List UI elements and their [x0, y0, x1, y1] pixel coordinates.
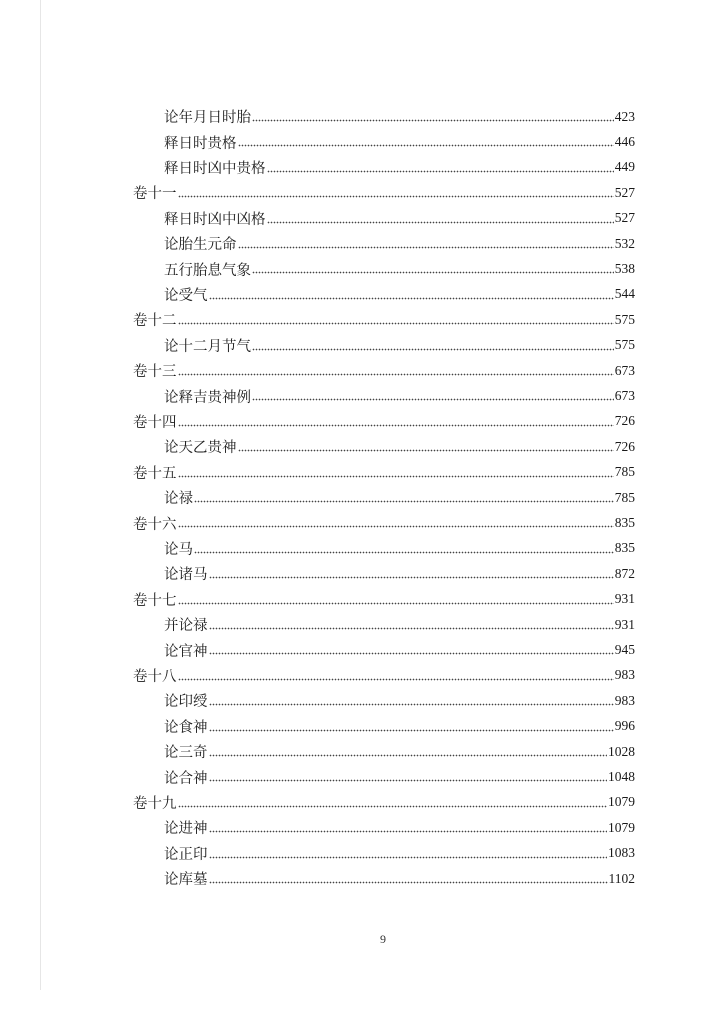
- toc-section-entry[interactable]: [164, 155, 635, 180]
- toc-volume-entry[interactable]: [133, 460, 635, 485]
- toc-entry-title: 卷十六: [133, 516, 177, 533]
- toc-dot-leader: [252, 256, 614, 281]
- toc-entry-title: 论释吉贵神例: [164, 389, 251, 406]
- toc-volume-entry[interactable]: [133, 663, 635, 688]
- toc-entry-title: 卷十五: [133, 465, 177, 482]
- toc-section-entry[interactable]: [164, 485, 635, 510]
- toc-section-entry[interactable]: [164, 282, 635, 307]
- toc-dot-leader: [267, 155, 614, 180]
- toc-entry-page-number: 726: [614, 413, 635, 429]
- toc-volume-entry[interactable]: [133, 180, 635, 205]
- toc-entry-title: 论三奇: [164, 745, 208, 762]
- toc-section-entry[interactable]: [164, 866, 635, 891]
- toc-entry-title: 卷十九: [133, 795, 177, 812]
- toc-dot-leader: [178, 663, 614, 688]
- toc-dot-leader: [209, 764, 608, 789]
- toc-section-entry[interactable]: [164, 383, 635, 408]
- toc-dot-leader: [178, 307, 614, 332]
- toc-entry-title: 论食神: [164, 719, 208, 736]
- toc-entry-page-number: 544: [614, 286, 635, 302]
- toc-entry-title: 并论禄: [164, 618, 208, 635]
- toc-dot-leader: [209, 815, 608, 840]
- toc-section-entry[interactable]: [164, 206, 635, 231]
- toc-entry-title: 论诸马: [164, 567, 208, 584]
- toc-section-entry[interactable]: [164, 688, 635, 713]
- toc-entry-title: 论官神: [164, 643, 208, 660]
- toc-dot-leader: [209, 282, 614, 307]
- toc-entry-page-number: 423: [614, 108, 635, 124]
- toc-section-entry[interactable]: [164, 637, 635, 662]
- toc-section-entry[interactable]: [164, 333, 635, 358]
- toc-dot-leader: [178, 587, 614, 612]
- toc-entry-page-number: 1048: [608, 769, 635, 785]
- toc-dot-leader: [178, 180, 614, 205]
- toc-entry-title: 卷十二: [133, 313, 177, 330]
- page-number: 9: [380, 932, 386, 946]
- toc-entry-title: 释日时凶中贵格: [164, 160, 266, 177]
- toc-entry-title: 论十二月节气: [164, 338, 251, 355]
- page-edge-line: [40, 0, 41, 990]
- toc-entry-page-number: 673: [614, 388, 635, 404]
- toc-entry-page-number: 835: [614, 515, 635, 531]
- toc-entry-title: 五行胎息气象: [164, 262, 251, 279]
- toc-entry-title: 论年月日时胎: [164, 110, 251, 127]
- toc-entry-page-number: 538: [614, 261, 635, 277]
- toc-entry-page-number: 575: [614, 337, 635, 353]
- toc-dot-leader: [209, 739, 608, 764]
- toc-entry-page-number: 449: [614, 159, 635, 175]
- toc-entry-title: 论天乙贵神: [164, 440, 237, 457]
- toc-entry-page-number: 673: [614, 362, 635, 378]
- toc-volume-entry[interactable]: [133, 409, 635, 434]
- toc-volume-entry[interactable]: [133, 587, 635, 612]
- toc-dot-leader: [238, 129, 614, 154]
- toc-entry-page-number: 835: [614, 540, 635, 556]
- toc-dot-leader: [209, 561, 614, 586]
- toc-section-entry[interactable]: [164, 739, 635, 764]
- toc-dot-leader: [178, 510, 614, 535]
- toc-entry-title: 卷十七: [133, 592, 177, 609]
- toc-section-entry[interactable]: [164, 561, 635, 586]
- toc-entry-page-number: 983: [614, 692, 635, 708]
- toc-entry-title: 论马: [164, 541, 193, 558]
- toc-volume-entry[interactable]: [133, 358, 635, 383]
- toc-entry-page-number: 931: [614, 591, 635, 607]
- toc-entry-title: 释日时凶中凶格: [164, 211, 266, 228]
- toc-section-entry[interactable]: [164, 815, 635, 840]
- toc-entry-title: 论受气: [164, 287, 208, 304]
- toc-entry-title: 卷十八: [133, 668, 177, 685]
- toc-dot-leader: [238, 231, 614, 256]
- toc-section-entry[interactable]: [164, 434, 635, 459]
- toc-entry-page-number: 1079: [608, 794, 635, 810]
- toc-volume-entry[interactable]: [133, 307, 635, 332]
- toc-section-entry[interactable]: [164, 612, 635, 637]
- toc-volume-entry[interactable]: [133, 790, 635, 815]
- toc-entry-page-number: 785: [614, 489, 635, 505]
- toc-dot-leader: [178, 790, 608, 815]
- toc-entry-page-number: 446: [614, 134, 635, 150]
- toc-entry-title: 论胎生元命: [164, 237, 237, 254]
- toc-entry-title: 卷十四: [133, 414, 177, 431]
- toc-section-entry[interactable]: [164, 714, 635, 739]
- toc-dot-leader: [178, 358, 614, 383]
- toc-dot-leader: [209, 637, 614, 662]
- toc-section-entry[interactable]: [164, 129, 635, 154]
- toc-dot-leader: [178, 460, 614, 485]
- toc-dot-leader: [178, 409, 614, 434]
- toc-dot-leader: [209, 866, 608, 891]
- toc-volume-entry[interactable]: [133, 510, 635, 535]
- toc-dot-leader: [209, 612, 614, 637]
- toc-entry-title: 论合神: [164, 770, 208, 787]
- toc-entry-title: 论禄: [164, 491, 193, 508]
- toc-entry-page-number: 575: [614, 311, 635, 327]
- toc-dot-leader: [252, 104, 614, 129]
- toc-dot-leader: [194, 485, 614, 510]
- toc-entry-page-number: 1083: [608, 845, 635, 861]
- toc-entry-page-number: 983: [614, 667, 635, 683]
- toc-entry-title: 论库墓: [164, 872, 208, 889]
- toc-section-entry[interactable]: [164, 256, 635, 281]
- toc-entry-page-number: 532: [614, 235, 635, 251]
- toc-section-entry[interactable]: [164, 231, 635, 256]
- toc-entry-page-number: 996: [614, 718, 635, 734]
- toc-entry-page-number: 1028: [608, 743, 635, 759]
- toc-dot-leader: [238, 434, 614, 459]
- toc-entry-page-number: 527: [614, 210, 635, 226]
- toc-entry-title: 论印绶: [164, 694, 208, 711]
- toc-dot-leader: [252, 383, 614, 408]
- toc-entry-page-number: 785: [614, 464, 635, 480]
- toc-entry-page-number: 945: [614, 642, 635, 658]
- toc-section-entry[interactable]: [164, 104, 635, 129]
- toc-entry-title: 论进神: [164, 821, 208, 838]
- toc-section-entry[interactable]: [164, 764, 635, 789]
- toc-entry-title: 释日时贵格: [164, 135, 237, 152]
- toc-entry-title: 论正印: [164, 846, 208, 863]
- toc-entry-page-number: 872: [614, 565, 635, 581]
- toc-dot-leader: [252, 333, 614, 358]
- toc-entry-page-number: 931: [614, 616, 635, 632]
- toc-entry-title: 卷十三: [133, 364, 177, 381]
- toc-entry-page-number: 1102: [608, 870, 635, 886]
- toc-dot-leader: [209, 714, 614, 739]
- toc-entry-page-number: 1079: [608, 819, 635, 835]
- toc-dot-leader: [194, 536, 614, 561]
- toc-entry-page-number: 527: [614, 184, 635, 200]
- toc-section-entry[interactable]: [164, 536, 635, 561]
- toc-dot-leader: [209, 841, 608, 866]
- toc-entry-page-number: 726: [614, 438, 635, 454]
- toc-dot-leader: [209, 688, 614, 713]
- toc-section-entry[interactable]: [164, 841, 635, 866]
- toc-dot-leader: [267, 206, 614, 231]
- toc-entry-title: 卷十一: [133, 186, 177, 203]
